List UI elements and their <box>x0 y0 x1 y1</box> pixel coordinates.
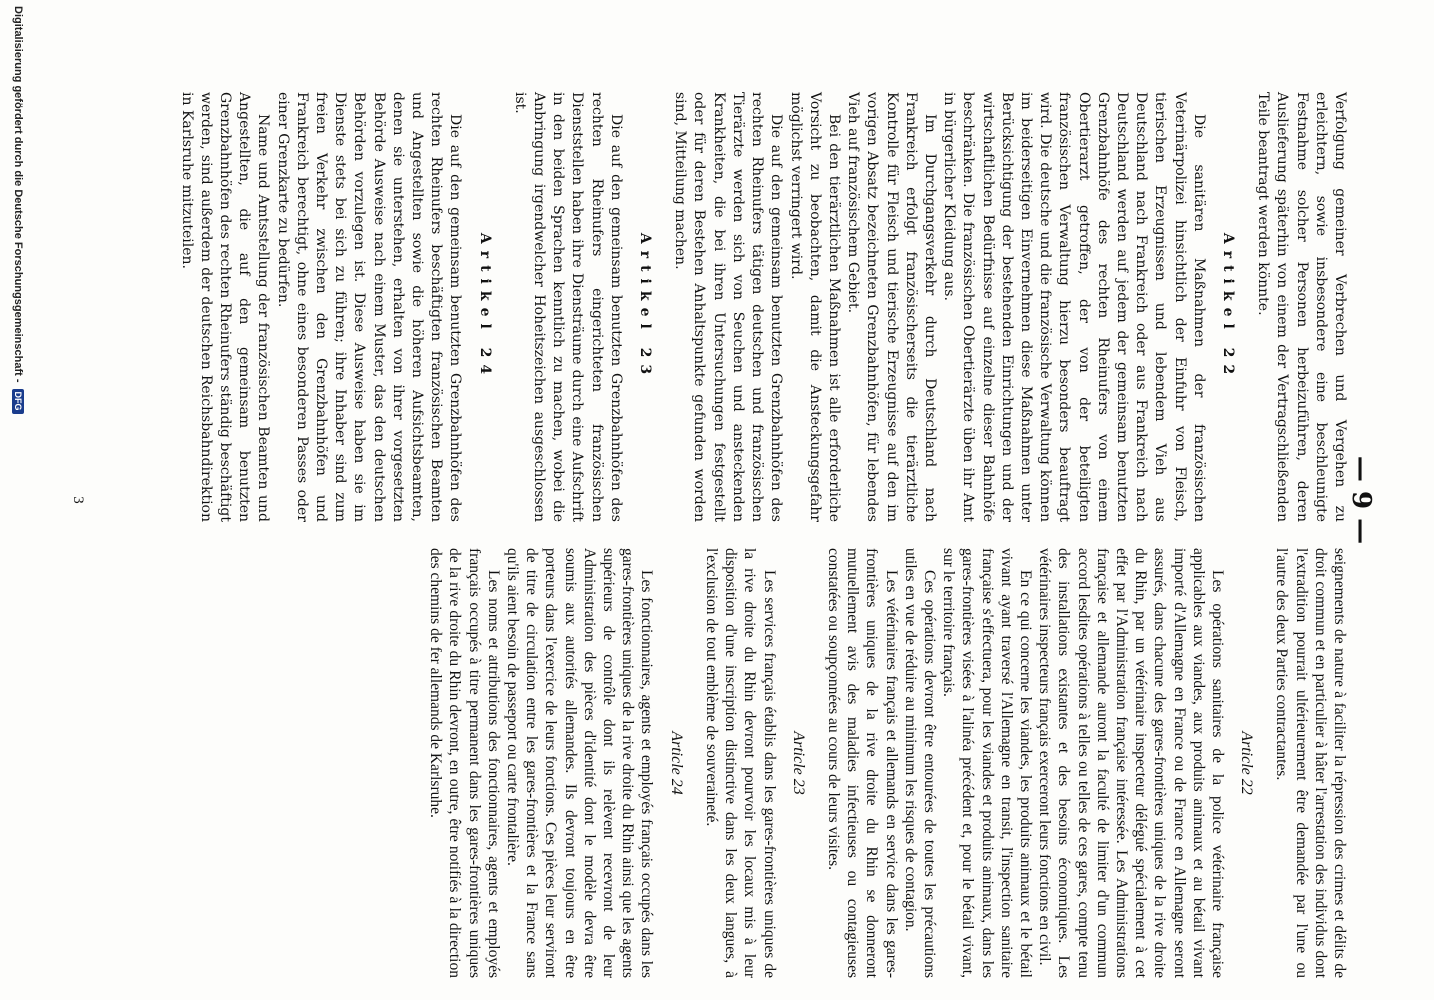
french-article-22-title: Article 22 <box>1238 731 1256 795</box>
german-article-23-title: Artikel 23 <box>637 232 654 382</box>
german-article-24-p1: Die auf den gemeinsam benutzten Grenzbahnhöfen des rechten Rheinufers beschäftigten französischen Beamten und Angestellten sowie die höheren Aufsichtsbeamten, denen sie unterstehen, erhalten von ihrer vorgesetzten Behörde Ausweise nach einem Muster, das den deutschen Behörden vorzulegen ist. Diese Ausweise haben sie im Dienste stets bei sich zu führen; ihre Inhaber sind zum freien Verkehr zwischen den Grenzbahnhöfen und Frankreich berechtigt, ohne eines besonderen Passes oder einer Grenzkarte zu bedürfen. <box>274 92 464 522</box>
german-article-22-title: Artikel 22 <box>1219 232 1236 382</box>
dfg-logo-icon: DFG <box>12 389 24 414</box>
french-article-24-p2: Les noms et attributions des fonctionnaires, agents et employés français occupés à titre permanent dans les gares-frontières uniques de la rive droite du Rhin devront, en outre, être notifiés à la direction des chemins de fer allemands de Karlsruhe. <box>427 548 502 978</box>
french-article-24-title: Article 24 <box>667 731 685 795</box>
page-number: 3 <box>70 496 86 504</box>
footer-text: Digitalisierung gefördert durch die Deutsche Forschungsgemeinschaft - <box>12 6 24 383</box>
german-article-22-p3: Bei den tierärztlichen Maßnahmen ist alle erforderliche Vorsicht zu beobachten, damit die Ansteckungsgefahr möglichst verringert wird. <box>787 92 842 522</box>
german-intro: Verfolgung gemeiner Verbrechen und Vergehen zu erleichtern, sowie insbesondere eine beschleunigte Festnahme solcher Personen herbeizuführen, deren Auslieferung späterhin von einem der Vertragschließenden Teile beantragt werden könnte. <box>1255 92 1348 522</box>
german-article-22-p1: Die sanitären Maßnahmen der französischen Veterinärpolizei hinsichtlich der Einfuhr von Fleisch, tierischen Erzeugnissen und lebendem Vieh aus Deutschland nach Frankreich oder aus Frankreich nach Deutschland werden auf jedem der gemeinsam benutzten Grenzbahnhöfe des rechten Rheinufers von einem Obertierarzt getroffen, der von der beteiligten französischen Verwaltung hierzu besonders beauftragt wird. Die deutsche und die französische Verwaltung können im beiderseitigen Einvernehmen diese Maßnahmen unter Berücksichtigung der bestehenden Einrichtungen und der wirtschaftlichen Bedürfnisse auf einzelne dieser Bahnhöfe beschränken. Die französischen Obertierärzte üben ihr Amt in bürgerlicher Kleidung aus. <box>941 92 1207 522</box>
french-intro: seignements de nature à faciliter la répression des crimes et délits de droit commun et en particulier à hâter l'arrestation des individus dont l'extradition pourrait ultérieurement être demandée par l'une ou l'autre des deux Parties contractantes. <box>1273 548 1348 978</box>
german-article-22-p2: Im Durchgangsverkehr durch Deutschland nach Frankreich erfolgt französischerseits die tierärztliche Kontrolle für Fleisch und tierische Erzeugnisse auf den im vorigen Absatz bezeichneten Grenzbahnhöfen, für lebendes Vieh auf französischem Gebiet. <box>845 92 938 522</box>
page-header: — 9 — <box>1346 455 1376 545</box>
digitization-footer <box>12 6 24 414</box>
french-article-22-p4: Les vétérinaires français et allemands en service dans les gares-frontières uniques de la rive droite du Rhin se donneront mutuellement avis des maladies infectieuses ou contagieuses constatées ou soupçonnées au cours de leurs visites. <box>824 548 900 978</box>
french-article-23-title: Article 23 <box>789 731 807 795</box>
french-article-22-p1: Les opérations sanitaires de la police vétérinaire française applicables aux viandes, aux produits animaux et au bétail vivant importé d'Allemagne en France ou de France en Allemagne seront assurés, dans chacune des gares-frontières uniques de la rive droite du Rhin, par un vétérinaire inspecteur délégué spécialement à cet effet par l'Administration française intéressée. Les Administrations française et allemande auront la faculté de limiter d'un commun accord lesdites opérations à telles ou telles de ces gares, compte tenu des installations existantes et des besoins économiques. Les vétérinaires inspecteurs français exerceront leurs fonctions en civil. <box>1036 548 1226 978</box>
french-article-24-p1: Les fonctionnaires, agents et employés français occupés dans les gares-frontières uniques de la rive droite du Rhin ainsi que les agents supérieurs de contrôle dont ils relèvent recevront de leur Administration des pièces d'identité dont le modèle devra être soumis aux autorités allemandes. Ils devront toujours en être porteurs dans l'exercice de leurs fonctions. Ces pièces leur serviront de titre de circulation entre les gares-frontières et la France sans qu'ils aient besoin de passeport ou carte frontalière. <box>504 548 656 978</box>
german-article-22-p4: Die auf den gemeinsam benutzten Grenzbahnhöfen des rechten Rheinufers tätigen deutschen und französischen Tierärzte werden sich von Seuchen und ansteckenden Krankheiten, die bei ihren Untersuchungen festgestellt oder für deren Bestehen Anhaltspunkte gefunden worden sind, Mitteilung machen. <box>672 92 785 522</box>
german-article-24-title: Artikel 24 <box>476 232 493 382</box>
french-article-22-p2: En ce qui concerne les viandes, les produits animaux et le bétail vivant ayant traversé l'Allemagne en transit, l'inspection sanitaire française s'effectuera, pour les viandes et produits animaux, dans les gares-frontières visées à l'alinéa précédent et, pour le bétail vivant, sur le territoire français. <box>940 548 1034 978</box>
french-article-23-p1: Les services français établis dans les gares-frontières uniques de la rive droite du Rhin devront pourvoir les locaux mis à leur disposition d'une inscription distinctive dans les deux langues, à l'exclusion de tout emblème de souveraineté. <box>702 548 778 978</box>
german-column <box>176 92 1349 522</box>
german-article-24-p2: Name und Amtsstellung der französischen Beamten und Angestellten, die auf den gemeinsam benutzten Grenzbahnhöfen des rechten Rheinufers ständig beschäftigt werden, sind außerdem der deutschen Reichsbahndirektion in Karlsruhe mitzuteilen. <box>178 92 272 522</box>
french-article-22-p3: Ces opérations devront être entourées de toutes les précautions utiles en vue de réduire au minimum les risques de contagion. <box>901 548 938 978</box>
german-article-23-p1: Die auf den gemeinsam benutzten Grenzbahnhöfen des rechten Rheinufers eingerichteten französischen Dienststellen haben ihre Diensträume durch eine Aufschrift in den beiden Sprachen kenntlich zu machen, wobei die Anbringung irgendwelcher Hoheitszeichen ausgeschlossen ist. <box>511 92 624 522</box>
french-column <box>426 548 1349 978</box>
